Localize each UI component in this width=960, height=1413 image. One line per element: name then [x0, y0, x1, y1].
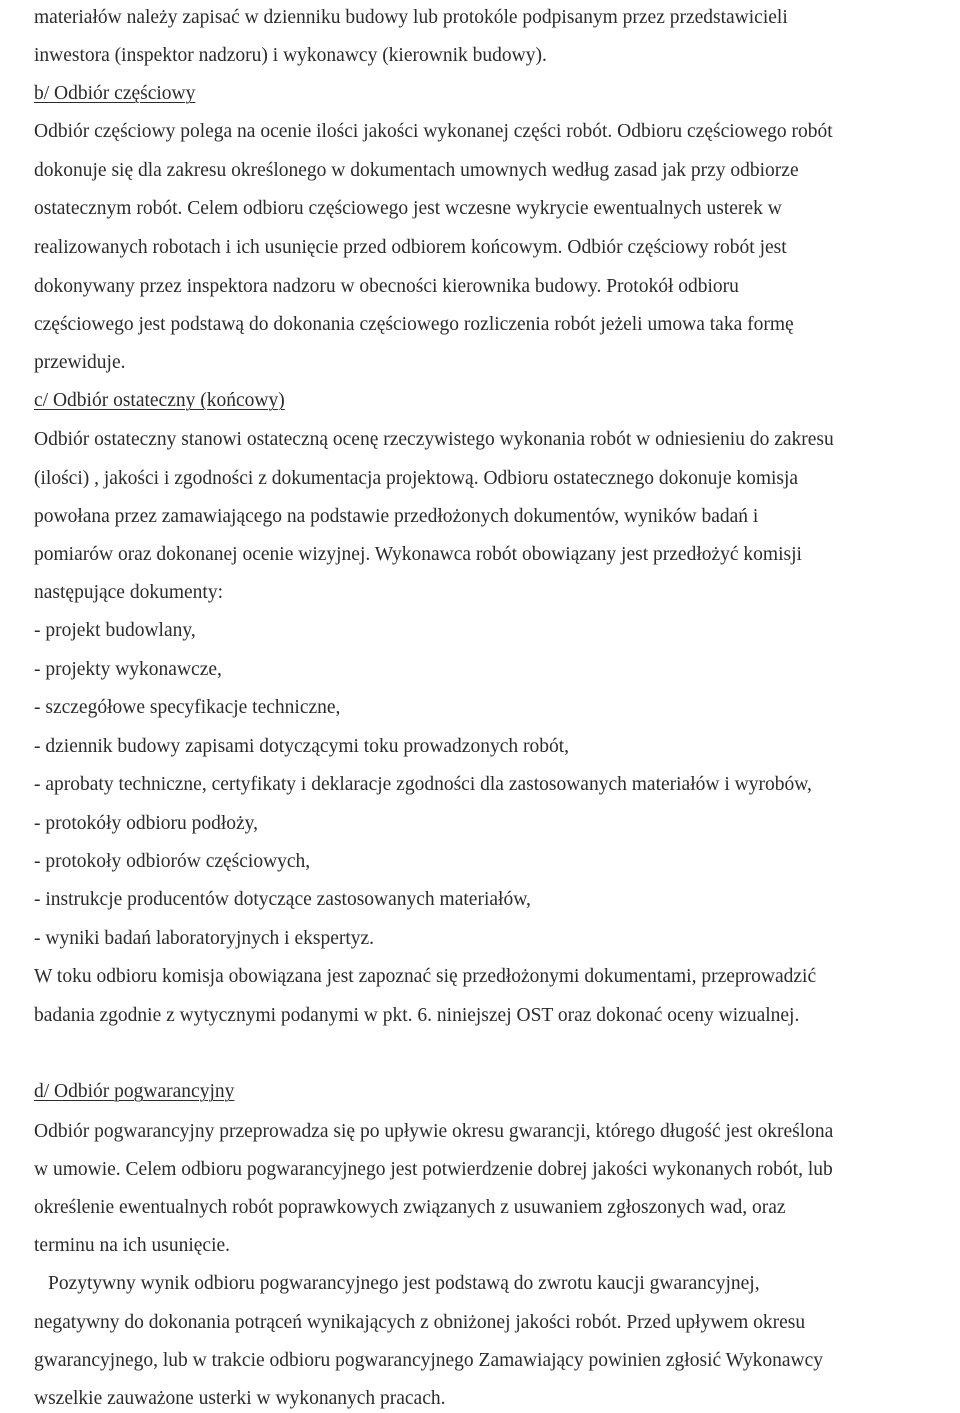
- text-line: przewiduje.: [34, 352, 126, 373]
- section-heading-c: c/ Odbiór ostateczny (końcowy): [34, 390, 285, 411]
- list-item: - instrukcje producentów dotyczące zastosowanych materiałów,: [34, 889, 531, 910]
- text-line: w umowie. Celem odbioru pogwarancyjnego jest potwierdzenie dobrej jakości wykonanych robót, lub: [34, 1159, 833, 1180]
- text-line: dokonuje się dla zakresu określonego w dokumentach umownych według zasad jak przy odbiorze: [34, 160, 799, 181]
- text-line: badania zgodnie z wytycznymi podanymi w pkt. 6. niniejszej OST oraz dokonać oceny wizualnej.: [34, 1005, 800, 1026]
- text-line: materiałów należy zapisać w dzienniku budowy lub protokóle podpisanym przez przedstawicieli: [34, 7, 788, 28]
- list-item: - dziennik budowy zapisami dotyczącymi toku prowadzonych robót,: [34, 736, 570, 757]
- text-line: gwarancyjnego, lub w trakcie odbioru pogwarancyjnego Zamawiający powinien zgłosić Wykonawcy: [34, 1350, 824, 1371]
- section-heading-d: d/ Odbiór pogwarancyjny: [34, 1081, 235, 1102]
- text-line: Odbiór częściowy polega na ocenie ilości jakości wykonanej części robót. Odbioru częściowego robót: [34, 121, 833, 142]
- text-line: ostatecznym robót. Celem odbioru częściowego jest wczesne wykrycie ewentualnych usterek w: [34, 198, 782, 219]
- text-line: terminu na ich usunięcie.: [34, 1235, 231, 1256]
- text-line: (ilości) , jakości i zgodności z dokumentacja projektową. Odbioru ostatecznego dokonuje komisja: [34, 468, 799, 489]
- text-line: Pozytywny wynik odbioru pogwarancyjnego jest podstawą do zwrotu kaucji gwarancyjnej,: [48, 1273, 760, 1294]
- list-item: - aprobaty techniczne, certyfikaty i deklaracje zgodności dla zastosowanych materiałów i wyrobów,: [34, 774, 812, 795]
- text-line: powołana przez zamawiającego na podstawie przedłożonych dokumentów, wyników badań i: [34, 506, 759, 527]
- list-item: - protokóły odbioru podłoży,: [34, 813, 259, 834]
- text-line: negatywny do dokonania potrąceń wynikających z obniżonej jakości robót. Przed upływem okresu: [34, 1312, 806, 1333]
- section-heading-b: b/ Odbiór częściowy: [34, 83, 196, 104]
- text-line: realizowanych robotach i ich usunięcie przed odbiorem końcowym. Odbiór częściowy robót jest: [34, 237, 787, 258]
- text-line: określenie ewentualnych robót poprawkowych związanych z usuwaniem zgłoszonych wad, oraz: [34, 1197, 786, 1218]
- list-item: - protokoły odbiorów częściowych,: [34, 851, 311, 872]
- text-line: Odbiór pogwarancyjny przeprowadza się po upływie okresu gwarancji, którego długość jest określona: [34, 1121, 834, 1142]
- list-item: - projekt budowlany,: [34, 620, 196, 641]
- text-line: W toku odbioru komisja obowiązana jest zapoznać się przedłożonymi dokumentami, przeprowadzić: [34, 966, 817, 987]
- text-line: Odbiór ostateczny stanowi ostateczną ocenę rzeczywistego wykonania robót w odniesieniu do zakresu: [34, 429, 834, 450]
- text-line: częściowego jest podstawą do dokonania częściowego rozliczenia robót jeżeli umowa taka formę: [34, 314, 794, 335]
- list-item: - projekty wykonawcze,: [34, 659, 222, 680]
- list-item: - wyniki badań laboratoryjnych i ekspertyz.: [34, 928, 375, 949]
- text-line: wszelkie zauważone usterki w wykonanych pracach.: [34, 1388, 446, 1409]
- text-line: inwestora (inspektor nadzoru) i wykonawcy (kierownik budowy).: [34, 45, 547, 66]
- text-line: dokonywany przez inspektora nadzoru w obecności kierownika budowy. Protokół odbioru: [34, 276, 739, 297]
- text-line: pomiarów oraz dokonanej ocenie wizyjnej. Wykonawca robót obowiązany jest przedłożyć komisji: [34, 544, 802, 565]
- list-item: - szczegółowe specyfikacje techniczne,: [34, 697, 341, 718]
- text-line: następujące dokumenty:: [34, 582, 223, 603]
